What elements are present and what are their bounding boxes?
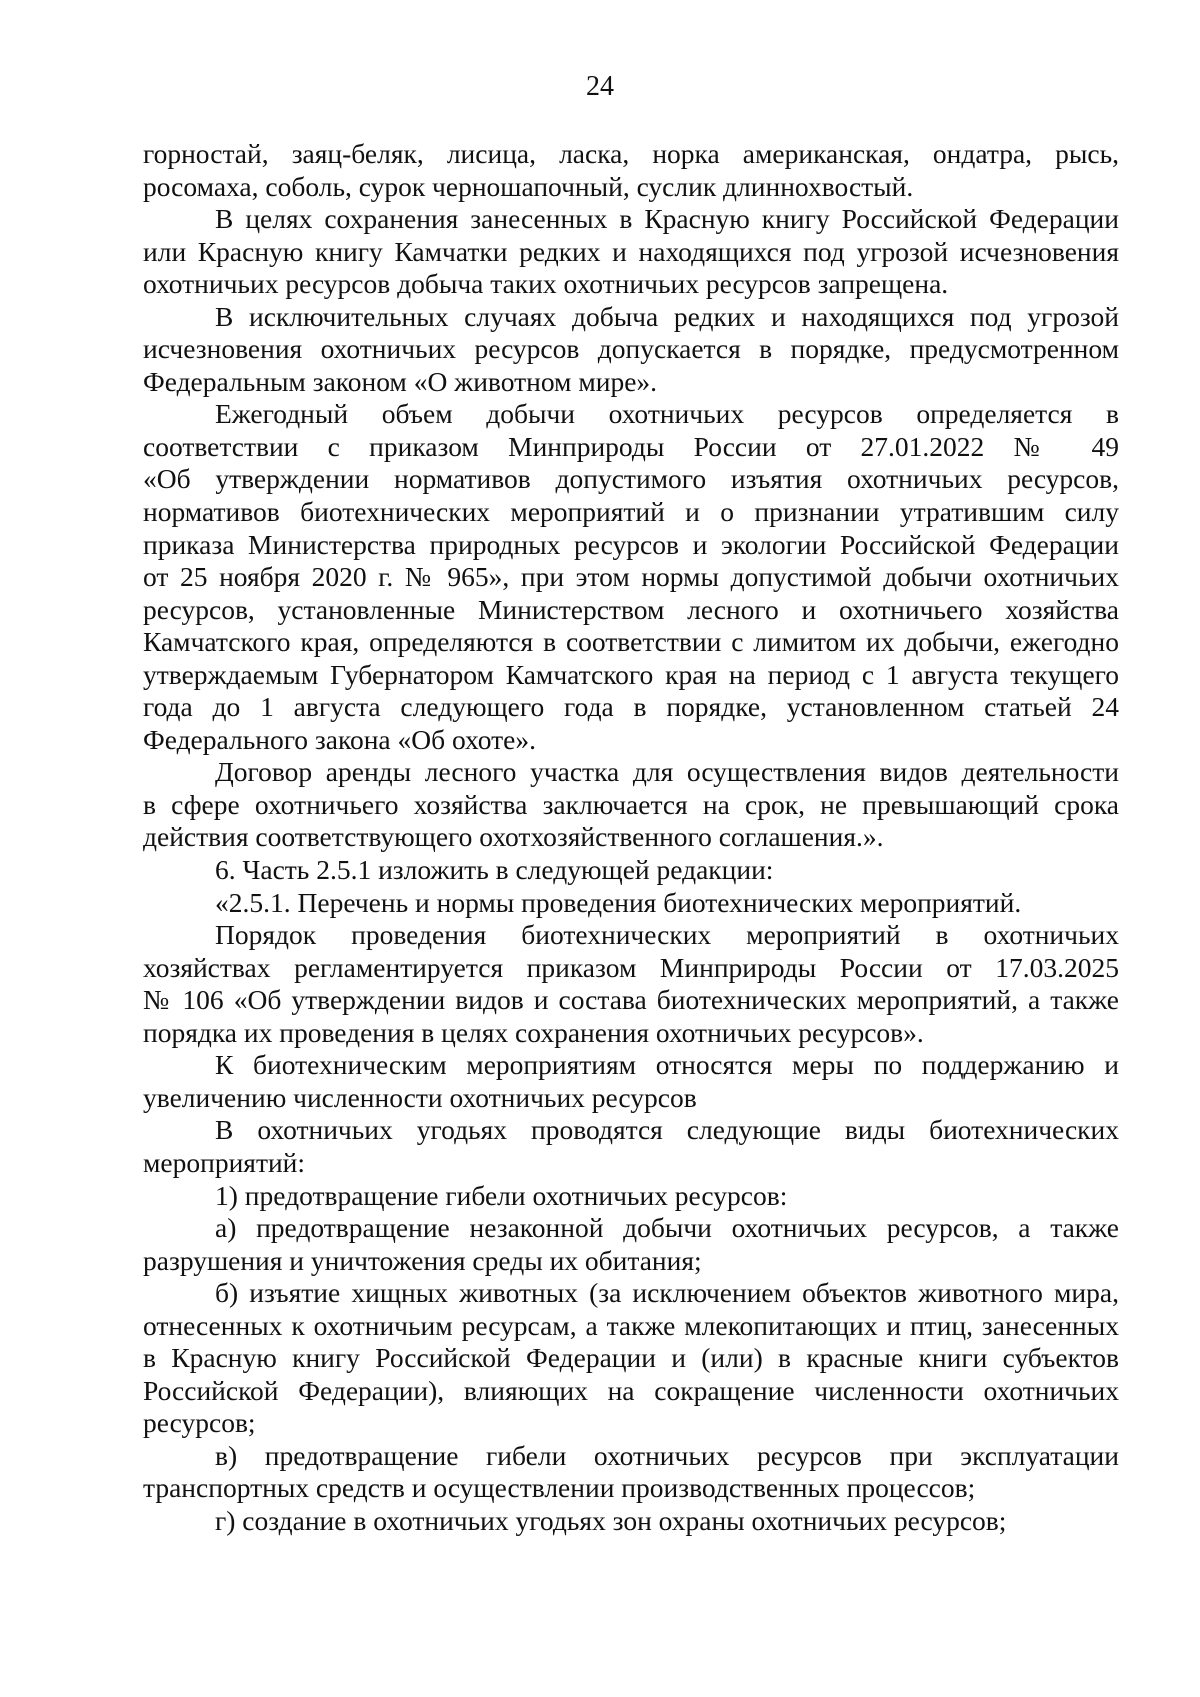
text-line: в) предотвращение гибели охотничьих ресурсов при эксплуатации bbox=[215, 1439, 1119, 1471]
text-line: В исключительных случаях добыча редких и находящихся под угрозой bbox=[215, 300, 1119, 332]
text-line: Порядок проведения биотехнических мероприятий в охотничьих bbox=[215, 919, 1119, 951]
text-line: Федерального закона «Об охоте». bbox=[143, 723, 536, 755]
text-line: «Об утверждении нормативов допустимого изъятия охотничьих ресурсов, bbox=[143, 463, 1119, 495]
text-line: горностай, заяц-беляк, лисица, ласка, норка американская, ондатра, рысь, bbox=[143, 138, 1119, 169]
text-line: утверждаемым Губернатором Камчатского края на период с 1 августа текущего bbox=[143, 658, 1119, 690]
text-line: действия соответствующего охотхозяйственного соглашения.». bbox=[143, 821, 884, 853]
text-line: ресурсов; bbox=[143, 1407, 256, 1439]
text-line: 1) предотвращение гибели охотничьих ресурсов: bbox=[215, 1179, 788, 1211]
text-line: Российской Федерации), влияющих на сокращение численности охотничьих bbox=[143, 1374, 1119, 1406]
text-line: б) изъятие хищных животных (за исключением объектов животного мира, bbox=[215, 1277, 1119, 1309]
text-line: В охотничьих угодьях проводятся следующие виды биотехнических bbox=[215, 1114, 1119, 1146]
text-line: исчезновения охотничьих ресурсов допускается в порядке, предусмотренном bbox=[143, 333, 1119, 365]
text-line: в Красную книгу Российской Федерации и (или) в красные книги субъектов bbox=[143, 1342, 1119, 1374]
text-line: транспортных средств и осуществлении производственных процессов; bbox=[143, 1472, 976, 1504]
text-line: К биотехническим мероприятиям относятся меры по поддержанию и bbox=[215, 1049, 1119, 1081]
text-line: разрушения и уничтожения среды их обитания; bbox=[143, 1244, 702, 1276]
text-line: росомаха, соболь, сурок черношапочный, суслик длиннохвостый. bbox=[143, 170, 914, 202]
text-line: Камчатского края, определяются в соответствии с лимитом их добычи, ежегодно bbox=[143, 626, 1119, 658]
text-line: Договор аренды лесного участка для осуществления видов деятельности bbox=[215, 756, 1119, 788]
text-line: охотничьих ресурсов добыча таких охотничьих ресурсов запрещена. bbox=[143, 268, 949, 300]
text-line: ресурсов, установленные Министерством лесного и охотничьего хозяйства bbox=[143, 593, 1119, 625]
text-line: № 106 «Об утверждении видов и состава биотехнических мероприятий, а также bbox=[143, 984, 1119, 1016]
text-line: «2.5.1. Перечень и нормы проведения биотехнических мероприятий. bbox=[215, 886, 1022, 918]
text-line: мероприятий: bbox=[143, 1146, 306, 1178]
text-line: а) предотвращение незаконной добычи охотничьих ресурсов, а также bbox=[215, 1212, 1119, 1244]
text-line: или Красную книгу Камчатки редких и находящихся под угрозой исчезновения bbox=[143, 235, 1119, 267]
text-line: хозяйствах регламентируется приказом Минприроды России от 17.03.2025 bbox=[143, 951, 1119, 983]
text-line: года до 1 августа следующего года в порядке, установленном статьей 24 bbox=[143, 691, 1119, 723]
text-line: нормативов биотехнических мероприятий и о признании утратившим силу bbox=[143, 496, 1119, 528]
page-number: 24 bbox=[586, 71, 614, 102]
text-line: от 25 ноября 2020 г. № 965», при этом нормы допустимой добычи охотничьих bbox=[143, 561, 1119, 593]
text-line: В целях сохранения занесенных в Красную книгу Российской Федерации bbox=[215, 203, 1119, 235]
text-line: Ежегодный объем добычи охотничьих ресурсов определяется в bbox=[215, 398, 1119, 430]
text-line: отнесенных к охотничьим ресурсам, а также млекопитающих и птиц, занесенных bbox=[143, 1309, 1119, 1341]
text-line: увеличению численности охотничьих ресурсов bbox=[143, 1081, 697, 1113]
document-body bbox=[143, 138, 1119, 1538]
text-line: в сфере охотничьего хозяйства заключается на срок, не превышающий срока bbox=[143, 788, 1119, 820]
text-line: порядка их проведения в целях сохранения охотничьих ресурсов». bbox=[143, 1016, 924, 1048]
text-line: г) создание в охотничьих угодьях зон охраны охотничьих ресурсов; bbox=[215, 1504, 1007, 1536]
text-line: Федеральным законом «О животном мире». bbox=[143, 365, 658, 397]
text-line: соответствии с приказом Минприроды России от 27.01.2022 № 49 bbox=[143, 430, 1119, 462]
text-line: 6. Часть 2.5.1 изложить в следующей редакции: bbox=[215, 854, 774, 886]
text-line: приказа Министерства природных ресурсов и экологии Российской Федерации bbox=[143, 528, 1119, 560]
